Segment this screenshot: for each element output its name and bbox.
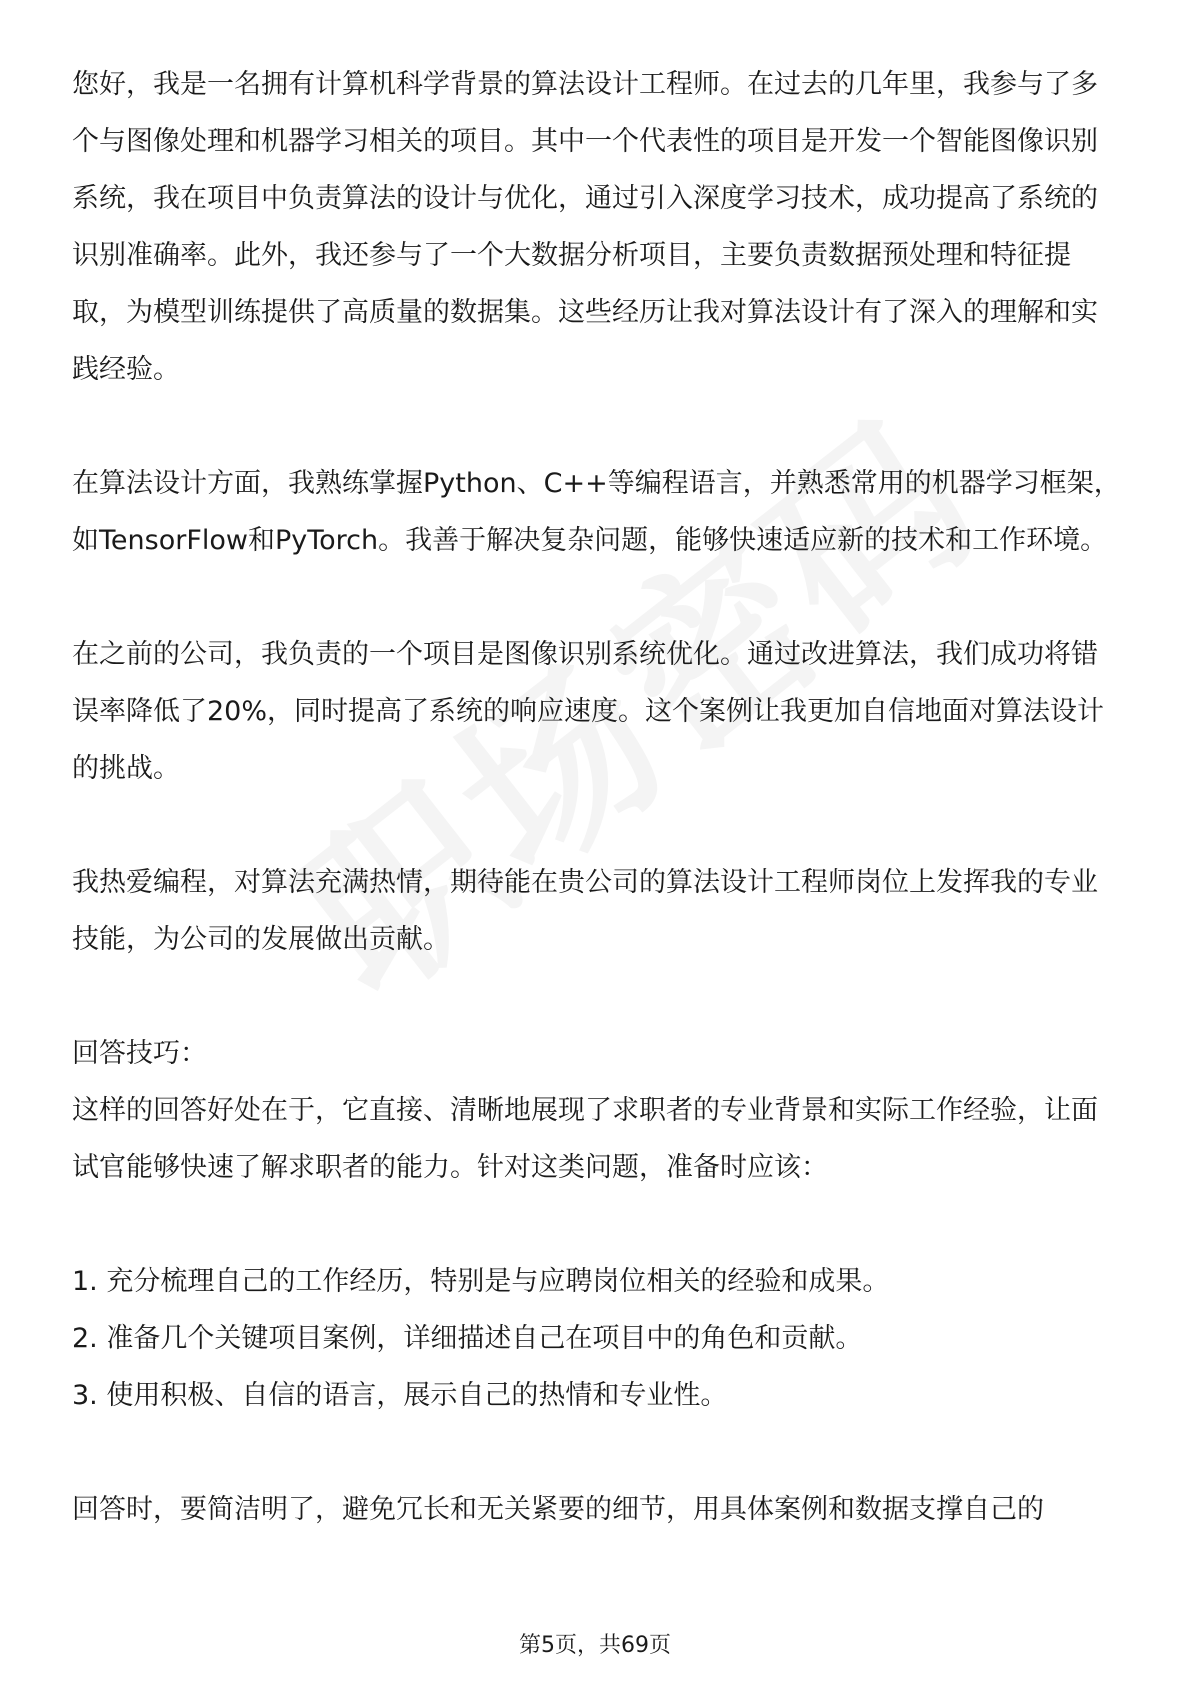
tips-item-2: 2. 准备几个关键项目案例，详细描述自己在项目中的角色和贡献。 bbox=[72, 1323, 863, 1354]
paragraph-motivation: 我热爱编程，对算法充满热情，期待能在贵公司的算法设计工程师岗位上发挥我的专业技能，为公司的发展做出贡献。 bbox=[72, 867, 1098, 955]
tips-intro: 这样的回答好处在于，它直接、清晰地展现了求职者的专业背景和实际工作经验，让面试官能够快速了解求职者的能力。针对这类问题，准备时应该： bbox=[72, 1095, 1098, 1183]
paragraph-skills: 在算法设计方面，我熟练掌握Python、C++等编程语言，并熟悉常用的机器学习框架，如TensorFlow和PyTorch。我善于解决复杂问题，能够快速适应新的技术和工作环境。 bbox=[72, 468, 1121, 556]
document-body bbox=[72, 56, 1122, 1538]
paragraph-intro: 您好，我是一名拥有计算机科学背景的算法设计工程师。在过去的几年里，我参与了多个与图像处理和机器学习相关的项目。其中一个代表性的项目是开发一个智能图像识别系统，我在项目中负责算法的设计与优化，通过引入深度学习技术，成功提高了系统的识别准确率。此外，我还参与了一个大数据分析项目，主要负责数据预处理和特征提取，为模型训练提供了高质量的数据集。这些经历让我对算法设计有了深入的理解和实践经验。 bbox=[72, 69, 1098, 385]
tips-item-1: 1. 充分梳理自己的工作经历，特别是与应聘岗位相关的经验和成果。 bbox=[72, 1266, 890, 1297]
paragraph-gap bbox=[72, 1424, 1122, 1481]
paragraph-gap bbox=[72, 968, 1122, 1025]
tips-heading: 回答技巧： bbox=[72, 1038, 207, 1069]
paragraph-gap bbox=[72, 797, 1122, 854]
tips-item-3: 3. 使用积极、自信的语言，展示自己的热情和专业性。 bbox=[72, 1380, 728, 1411]
page-number: 第5页，共69页 bbox=[519, 1633, 671, 1658]
tips-closing: 回答时，要简洁明了，避免冗长和无关紧要的细节，用具体案例和数据支撑自己的 bbox=[72, 1494, 1044, 1525]
paragraph-gap bbox=[72, 569, 1122, 626]
paragraph-case: 在之前的公司，我负责的一个项目是图像识别系统优化。通过改进算法，我们成功将错误率降低了20%，同时提高了系统的响应速度。这个案例让我更加自信地面对算法设计的挑战。 bbox=[72, 639, 1105, 784]
paragraph-gap bbox=[72, 1196, 1122, 1253]
paragraph-gap bbox=[72, 398, 1122, 455]
